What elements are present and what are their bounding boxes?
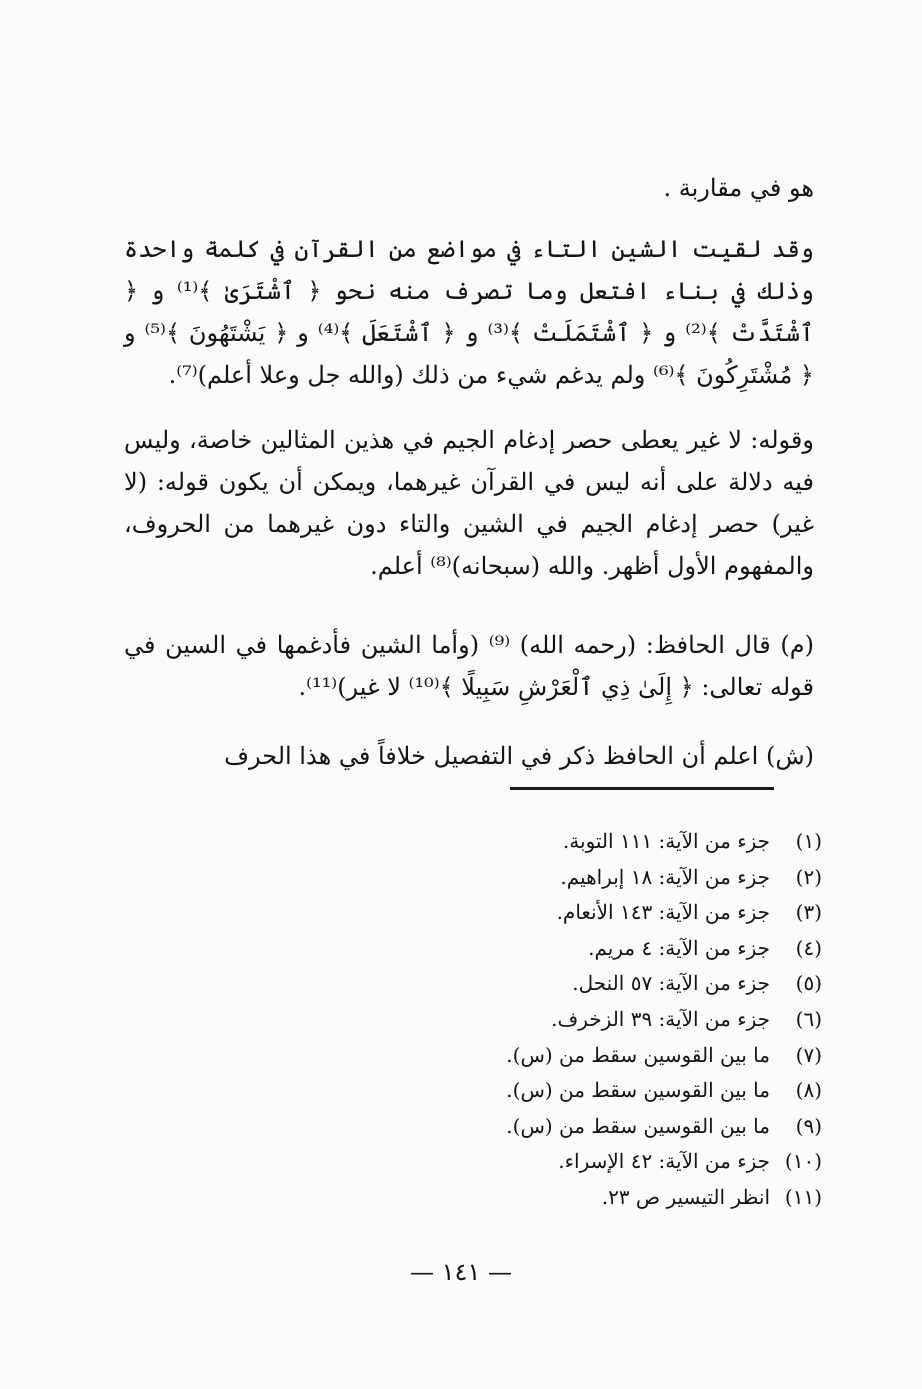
footnote-number: (٣) — [795, 900, 822, 925]
paragraph-shin-ta: وقد لقيت الشين التاء في مواضع من القرآن في كلمة واحدة وذلك في بناء افتعل وما تصرف منه نحو ﴿ ٱشْتَرَىٰ ﴾⁽¹⁾ و ﴿ ٱشْتَدَّتْ ﴾⁽²⁾ و ﴿ ٱشْتَمَلَتْ ﴾⁽³⁾ و ﴿ ٱشْتَعَلَ ﴾⁽⁴⁾ و ﴿ يَشْتَهُونَ ﴾⁽⁵⁾ و ﴿ مُشْتَرِكُونَ ﴾⁽⁶⁾ ولم يدغم شيء من ذلك (والله جل وعلا أعلم)⁽⁷⁾. — [124, 235, 814, 389]
footnote-item — [506, 1109, 822, 1145]
page-number: — ١٤١ — — [410, 1258, 512, 1286]
footnote-number: (١١) — [784, 1184, 822, 1209]
footnote-number: (١) — [795, 829, 822, 853]
paragraph-commentary: (ش) اعلم أن الحافظ ذكر في التفصيل خلافاً في هذا الحرف — [224, 742, 814, 770]
footnote-item — [506, 966, 822, 1002]
footnote-item — [506, 895, 822, 931]
footnote-number: (٦) — [795, 1006, 822, 1031]
footnote-item — [506, 860, 822, 896]
footnote-text: جزء من الآية: ٤ مريم. — [588, 935, 770, 960]
footnote-item — [506, 1002, 822, 1038]
footnote-item — [506, 1180, 822, 1216]
paragraph-la-ghayr: وقوله: لا غير يعطى حصر إدغام الجيم في هذين المثالين خاصة، وليس فيه دلالة على أنه ليس في القرآن غيرهما، ويمكن أن يكون قوله: (لا غير) حصر إدغام الجيم في الشين والتاء دون غيرهما من الحروف، والمفهوم الأول أظهر. والله (سبحانه)⁽⁸⁾ أعلم. — [124, 426, 815, 580]
footnote-number: (٨) — [795, 1078, 822, 1103]
footnote-number: (١٠) — [784, 1149, 822, 1174]
footnote-number: (٢) — [795, 864, 822, 889]
footnote-number: (٧) — [795, 1042, 822, 1067]
footnote-text: جزء من الآية: ٣٩ الزخرف. — [551, 1006, 770, 1031]
footnote-text: جزء من الآية: ٥٧ النحل. — [572, 971, 770, 996]
footnote-item — [506, 1073, 822, 1109]
footnote-separator — [510, 787, 774, 790]
footnote-number: (٤) — [795, 935, 822, 960]
footnote-text: ما بين القوسين سقط من (س). — [506, 1078, 770, 1103]
footnote-number: (٥) — [795, 971, 822, 996]
paragraph-hafiz-quote: (م) قال الحافظ: (رحمه الله) ⁽⁹⁾ (وأما الشين فأدغمها في السين في قوله تعالى: ﴿ إِلَىٰ ذِي ٱلْعَرْشِ سَبِيلًا ﴾⁽¹⁰⁾ لا غير)⁽¹¹⁾. — [124, 631, 814, 701]
footnote-text: جزء من الآية: ١١١ التوبة. — [562, 829, 770, 853]
footnote-item — [506, 931, 822, 967]
footnote-text: ما بين القوسين سقط من (س). — [506, 1042, 770, 1067]
footnotes-list — [506, 824, 822, 1216]
footnote-item — [506, 1144, 822, 1180]
footnote-text: جزء من الآية: ١٨ إبراهيم. — [560, 864, 770, 889]
footnote-text: انظر التيسير ص ٢٣. — [601, 1184, 770, 1209]
footnote-item — [506, 1038, 822, 1074]
footnote-text: جزء من الآية: ٤٢ الإسراء. — [558, 1149, 770, 1174]
footnote-item — [506, 824, 822, 860]
footnote-text: ما بين القوسين سقط من (س). — [506, 1113, 770, 1138]
paragraph-continuation: هو في مقاربة . — [663, 174, 814, 202]
footnote-number: (٩) — [795, 1113, 822, 1138]
footnote-text: جزء من الآية: ١٤٣ الأنعام. — [556, 900, 770, 925]
